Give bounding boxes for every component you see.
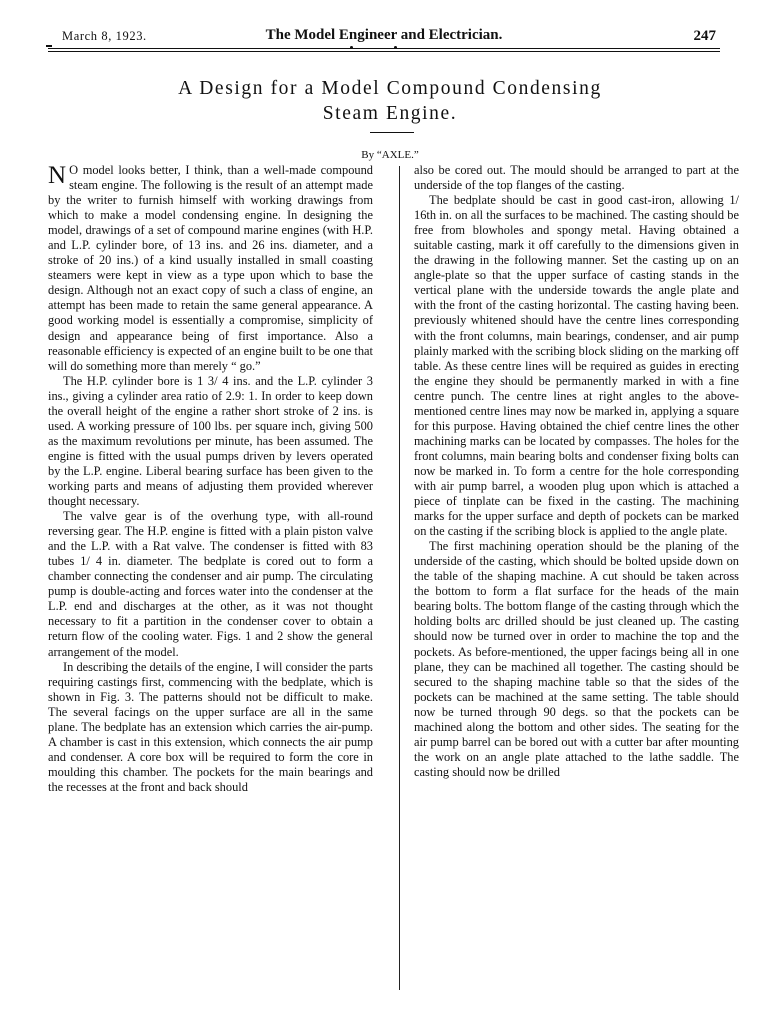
article-title-line-1: A Design for a Model Compound Condensing: [178, 78, 602, 99]
body-paragraph: The bedplate should be cast in good cast-iron, allowing 1/ 16th in. on all the surfaces to be machined. The casting should be free from blowholes and spongy metal. Having obtained a suitable casting, mark it off carefully to the dimensions given in the drawing in the following manner. Set the casting up on an angle-plate so that the upper surface of casting stands in the vertical plane with the underside towards the angle plate and with the front of the casting horizontal. The casting having been. previously whitened should have the centre lines corresponding with the front columns, main bearings, condenser, and air pump plainly marked with the scribing block sliding on the marking off table. As these centre lines will be required as guides in erecting the engine they should be permanently marked in with a fine centre punch. The centre lines at right angles to the above-mentioned centre lines may now be marked in, applying a square for this purpose. Having obtained the chief centre lines the other machining marks can be located by compasses. The holes for the front columns, main bearing bolts and condenser fixing bolts can now be marked in. To form a centre for the hole corresponding with air pump barrel, a wooden plug upon which is attached a piece of tinplate can be fixed in the casting. The machining marks for the upper surface and depth of pockets can be marked on the casting if the scribing block is applied to the angle plate.: [414, 193, 739, 539]
title-rule: [370, 132, 414, 133]
body-paragraph: The H.P. cylinder bore is 1 3/ 4 ins. and the L.P. cylinder 3 ins., giving a cylinder area ratio of 2.9: 1. In order to keep down the overall height of the engine a rather short stroke of 2 ins. is used. A working pressure of 100 lbs. per square inch, giving 500 as the maximum revolutions per minute, has been assumed. The engine is fitted with the usual pumps driven by levers operated by the L.P. engine. Liberal bearing surface has been given to the working parts and means of adjusting them provided wherever thought necessary.: [48, 373, 373, 509]
paragraph-text: O model looks better, I think, than a well-made compound steam engine. The following is the result of an attempt made by the writer to furnish himself with working drawings from which to make a model condensing engine. In designing the model, drawings of a set of compound marine engines (with H.P. and L.P. cylinder bore, of 13 ins. and 26 ins. diameter, and a stroke of 20 ins.) of a kind usually installed in small coasting steamers were kept in view as a type upon which to base the design. Although not an exact copy of such a class of engine, an attempt has been made to retain the same general appearance. A good working model is essentially a compromise, simplicity of design and appearance being of first importance. Also a reasonable efficiency is expected of an engine built to be one that will do something more than merely “ go.”: [48, 163, 373, 373]
publication-title: The Model Engineer and Electrician.: [265, 27, 503, 43]
issue-date: March 8, 1923.: [62, 29, 147, 43]
page-number: 247: [693, 28, 716, 44]
body-paragraph: [48, 163, 373, 374]
header-rule-ornament-center-left: [350, 46, 353, 49]
body-paragraph: also be cored out. The mould should be arranged to part at the underside of the top flanges of the casting.: [414, 163, 739, 193]
byline: By “AXLE.”: [361, 149, 419, 161]
header-rule: [48, 48, 720, 49]
body-paragraph: The first machining operation should be the planing of the underside of the casting, which should be bolted upside down on the table of the shaping machine. A cut should be taken across the bottom to form a flat surface for the heads of the main bearing bolts. The bottom flange of the casting through which the holding bolts arc drilled should be just cleaned up. The casting should now be turned over in order to machine the top and the pockets. As before-mentioned, the upper facings being all in one plane, they can be machined all together. The casting should be secured to the shaping machine table so that the sides of the pockets can be machined at the same setting. The table should now be turned through 90 degs. so that the pockets can be machined along the bottom and other sides. The seating for the air pump barrel can be bored out with a cutter bar after mounting the work on an angle plate attached to the lathe saddle. The casting should now be drilled: [414, 539, 739, 779]
article-title-line-2: Steam Engine.: [322, 103, 458, 124]
drop-cap: N: [48, 162, 67, 189]
right-column: [414, 163, 739, 780]
left-column: [48, 163, 373, 795]
header-rule-ornament-center-right: [394, 46, 397, 49]
article-title: [60, 76, 720, 126]
header-rule-lower: [48, 51, 720, 52]
column-divider: [399, 166, 400, 990]
body-paragraph: In describing the details of the engine, I will consider the parts requiring castings first, commencing with the bedplate, which is shown in Fig. 3. The patterns should not be difficult to make. The several facings on the upper surface are all in the same plane. The bedplate has an extension which carries the air-pump. A chamber is cast in this extension, which connects the air pump and condenser. A core box will be required to form the core in moulding this chamber. The pockets for the main bearings and the recesses at the front and back should: [48, 659, 373, 794]
header-rule-ornament-left: [46, 45, 52, 47]
page-header: [48, 0, 720, 56]
body-paragraph: The valve gear is of the overhung type, with all-round reversing gear. The H.P. engine is fitted with a plain piston valve and the L.P. with a Rat valve. The condenser is fitted with 83 tubes 1/ 4 in. diameter. The bedplate is cored out to form a chamber connecting the condenser and air pump. The circulating pump is double-acting and forces water into the condenser at the L.P. end and discharges at the other, as it was not thought necessary to fit a partition in the condenser cover to obtain a return flow of the cooling water. Figs. 1 and 2 show the general arrangement of the model.: [48, 509, 373, 659]
